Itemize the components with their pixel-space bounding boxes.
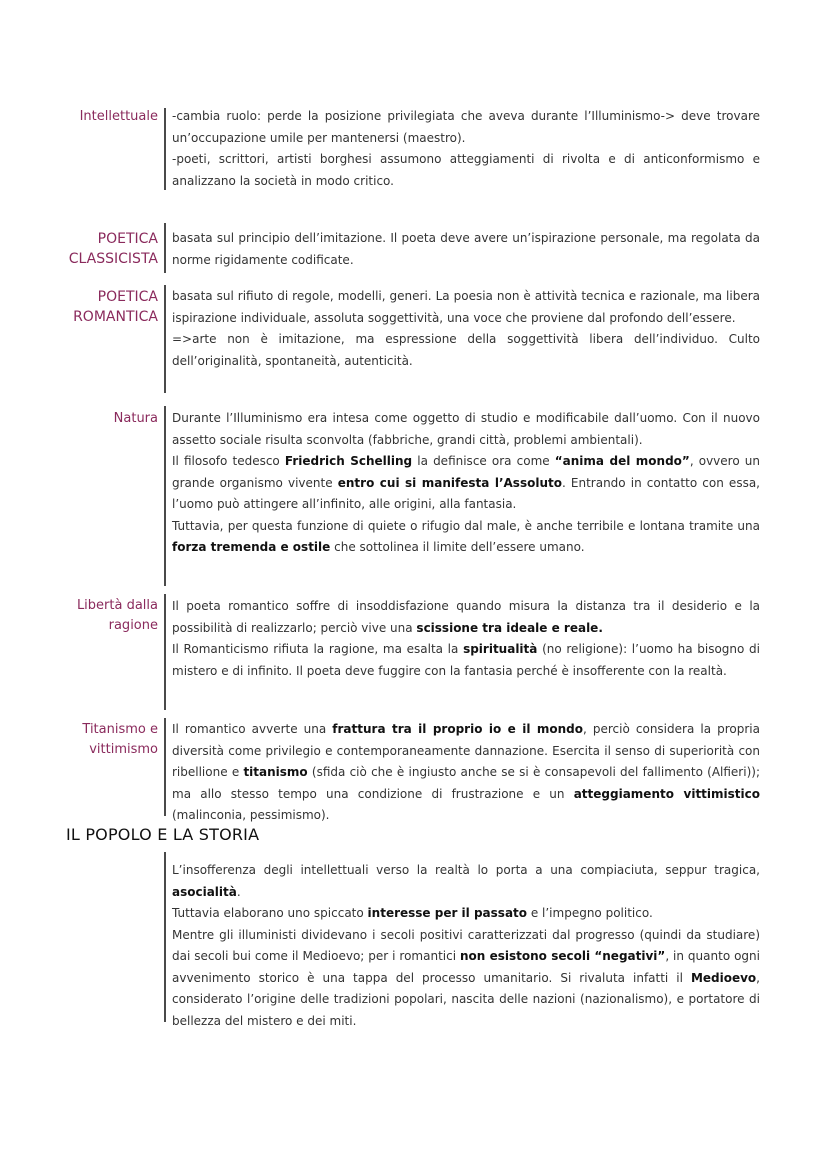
bold-text: atteggiamento vittimistico — [573, 786, 761, 801]
paragraph — [172, 228, 760, 271]
text-run: . — [236, 884, 241, 899]
label-intellettuale: Intellettuale — [79, 109, 158, 124]
label-line: POETICA — [97, 231, 158, 247]
paragraph — [172, 149, 760, 192]
text-run: , ovvero un grande organismo vivente — [172, 454, 760, 490]
text-run: (sfida ciò che è ingiusto anche se si è consapevoli del fallimento (Alfieri)); ma allo stesso tempo una condizione di frustrazione e un — [172, 765, 760, 801]
divider-intellettuale — [164, 108, 166, 190]
divider-poetica-romantica — [164, 285, 166, 393]
label-poetica-romantica — [73, 287, 158, 327]
label-line: POETICA — [97, 289, 158, 305]
text-popolo-storia — [172, 860, 760, 1032]
text-run: basata sul rifiuto di regole, modelli, generi. La poesia non è attività tecnica e razionale, ma libera ispirazione individuale, assoluta soggettività, una voce che proviene dal profondo dell’essere. — [172, 289, 760, 325]
bold-text: forza tremenda e ostile — [172, 540, 331, 554]
text-run: (no religione): l’uomo ha bisogno di mistero e di infinito. Il poeta deve fuggire con la fantasia perché è insofferente con la realtà. — [172, 642, 760, 678]
text-run: , perciò considera la propria diversità come privilegio e contemporaneamente dannazione. Esercita il senso di superiorità con ribellione e — [172, 722, 760, 779]
paragraph — [172, 106, 760, 149]
text-natura — [172, 408, 760, 559]
text-run: la definisce ora come — [412, 454, 555, 468]
label-line: vittimismo — [89, 742, 158, 757]
label-natura: Natura — [113, 411, 158, 426]
paragraph — [172, 903, 760, 925]
bold-text: frattura tra il proprio io e il mondo — [332, 722, 583, 736]
text-intellettuale — [172, 106, 760, 192]
text-run: , in quanto ogni avvenimento storico è una tappa del processo umanitario. Si rivaluta infatti il — [172, 949, 760, 985]
paragraph — [172, 286, 760, 329]
bold-text: interesse per il passato — [367, 906, 528, 920]
bold-text: entro cui si manifesta l’Assoluto — [337, 475, 562, 490]
text-run: che sottolinea il limite dell’essere umano. — [330, 540, 585, 554]
paragraph — [172, 719, 760, 827]
text-run: basata sul principio dell’imitazione. Il poeta deve avere un’ispirazione personale, ma regolata da norme rigidamente codificate. — [172, 231, 760, 267]
text-run: Mentre gli illuministi dividevano i secoli positivi caratterizzati dal progresso (quindi da studiare) dai secoli bui come il Medioevo; per i romantici — [172, 927, 760, 963]
bold-text: Medioevo — [690, 970, 757, 985]
text-liberta-dalla-ragione — [172, 596, 760, 682]
bold-text: asocialità — [172, 884, 237, 899]
paragraph — [172, 925, 760, 1033]
paragraph — [172, 451, 760, 516]
text-run: L’insofferenza degli intellettuali verso la realtà lo porta a una compiaciuta, seppur tragica, — [172, 863, 760, 877]
text-poetica-classicista — [172, 228, 760, 271]
text-run: Durante l’Illuminismo era intesa come oggetto di studio e modificabile dall’uomo. Con il nuovo assetto sociale risulta sconvolta (fabbriche, grandi città, problemi ambientali). — [172, 411, 760, 447]
label-line: ragione — [108, 618, 158, 633]
divider-popolo-storia — [164, 852, 166, 1022]
paragraph — [172, 516, 760, 559]
bold-text: scissione tra ideale e reale. — [416, 620, 603, 635]
paragraph — [172, 860, 760, 903]
bold-text: titanismo — [243, 765, 308, 779]
text-run: -cambia ruolo: perde la posizione privilegiata che aveva durante l’Illuminismo-> deve trovare un’occupazione umile per mantenersi (maestro). — [172, 109, 760, 145]
text-run: Tuttavia, per questa funzione di quiete o rifugio dal male, è anche terribile e lontana tramite una — [172, 518, 760, 533]
bold-text: “anima del mondo” — [554, 454, 690, 468]
divider-liberta-dalla-ragione — [164, 594, 166, 710]
bold-text: non esistono secoli “negativi” — [459, 949, 666, 963]
text-run: e l’impegno politico. — [527, 906, 653, 920]
text-run: -poeti, scrittori, artisti borghesi assumono atteggiamenti di rivolta e di anticonformismo e analizzano la società in modo critico. — [172, 152, 760, 188]
text-titanismo-vittimismo — [172, 719, 760, 827]
paragraph — [172, 408, 760, 451]
text-run: =>arte non è imitazione, ma espressione della soggettività libera dell’individuo. Culto dell’originalità, spontaneità, autenticità. — [172, 332, 760, 368]
bold-text: spiritualità — [463, 642, 538, 656]
text-run: . Entrando in contatto con essa, l’uomo può attingere all’infinito, alle origini, alla fantasia. — [172, 475, 760, 511]
text-run: Il poeta romantico soffre di insoddisfazione quando misura la distanza tra il desiderio e la possibilità di realizzarlo; perciò vive una — [172, 599, 760, 635]
text-run: Il Romanticismo rifiuta la ragione, ma esalta la — [172, 642, 464, 656]
label-line: Titanismo e — [82, 722, 158, 737]
text-run: Il filosofo tedesco — [172, 454, 285, 468]
text-run: Tuttavia elaborano uno spiccato — [172, 906, 368, 920]
label-titanismo-vittimismo — [82, 720, 158, 760]
paragraph — [172, 596, 760, 639]
text-run: , considerato l’origine delle tradizioni popolari, nascita delle nazioni (nazionalismo), e portatore di bellezza del mistero e dei miti. — [172, 970, 760, 1028]
bold-text: Friedrich Schelling — [284, 454, 413, 468]
divider-poetica-classicista — [164, 223, 166, 273]
section-heading: IL POPOLO E LA STORIA — [66, 825, 260, 844]
text-run: (malinconia, pessimismo). — [172, 808, 330, 822]
label-liberta-dalla-ragione — [77, 596, 158, 636]
label-line: Libertà dalla — [76, 598, 158, 613]
divider-titanismo-vittimismo — [164, 718, 166, 816]
text-run: Il romantico avverte una — [172, 722, 333, 736]
label-poetica-classicista — [69, 229, 158, 269]
text-poetica-romantica — [172, 286, 760, 372]
label-line: ROMANTICA — [73, 309, 158, 325]
label-line: CLASSICISTA — [68, 251, 158, 267]
paragraph — [172, 639, 760, 682]
paragraph — [172, 329, 760, 372]
divider-natura — [164, 406, 166, 586]
